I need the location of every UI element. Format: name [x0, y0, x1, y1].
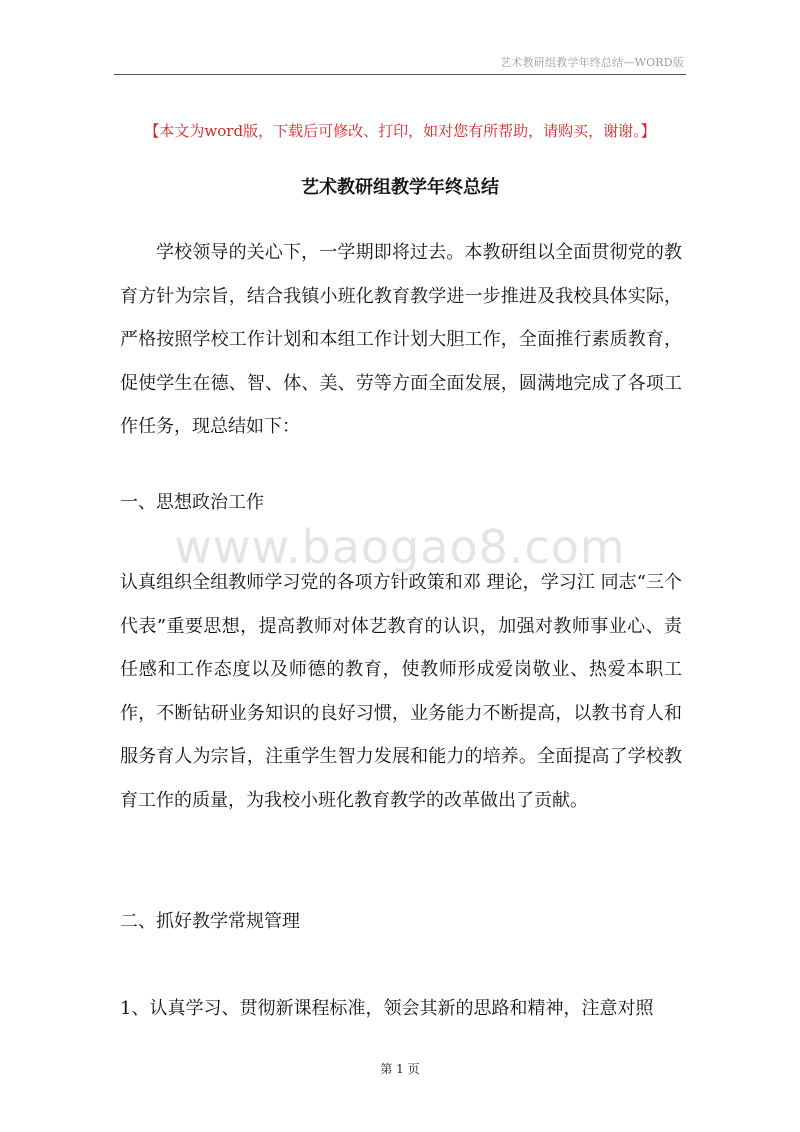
page-number: 第 1 页	[380, 1062, 420, 1076]
document-title: 艺术教研组教学年终总结	[301, 177, 499, 198]
watermark: www.baogao8.com	[174, 520, 626, 574]
section-2-item-1: 1、认真学习、贯彻新课程标准，领会其新的思路和精神，注意对照	[120, 998, 654, 1019]
page-header-text: 艺术教研组教学年终总结—WORD版	[500, 56, 684, 69]
section-heading-2: 二、抓好教学常规管理	[120, 911, 300, 932]
section-1-paragraph: 认真组织全组教师学习党的各项方针政策和邓 理论，学习江 同志“三个代表”重要思想，提高教师对体艺教育的认识，加强对教师事业心、责任感和工作态度以及师德的教育，使教师形成爱岗敬业、热爱本职工作，不断钻研业务知识的良好习惯，业务能力不断提高，以教书育人和服务育人为宗旨，注重学生智力发展和能力的培养。全面提高了学校教育工作的质量，为我校小班化教育教学的改革做出了贡献。	[120, 572, 682, 811]
download-notice: 【本文为word版，下载后可修改、打印，如对您有所帮助，请购买，谢谢。】	[144, 122, 656, 140]
section-heading-1: 一、思想政治工作	[120, 492, 264, 513]
intro-paragraph: 学校领导的关心下，一学期即将过去。本教研组以全面贯彻党的教育方针为宗旨，结合我镇小班化教育教学进一步推进及我校具体实际，严格按照学校工作计划和本组工作计划大胆工作，全面推行素质教育，促使学生在德、智、体、美、劳等方面全面发展，圆满地完成了各项工作任务，现总结如下：	[120, 242, 682, 437]
header-divider	[114, 74, 686, 75]
